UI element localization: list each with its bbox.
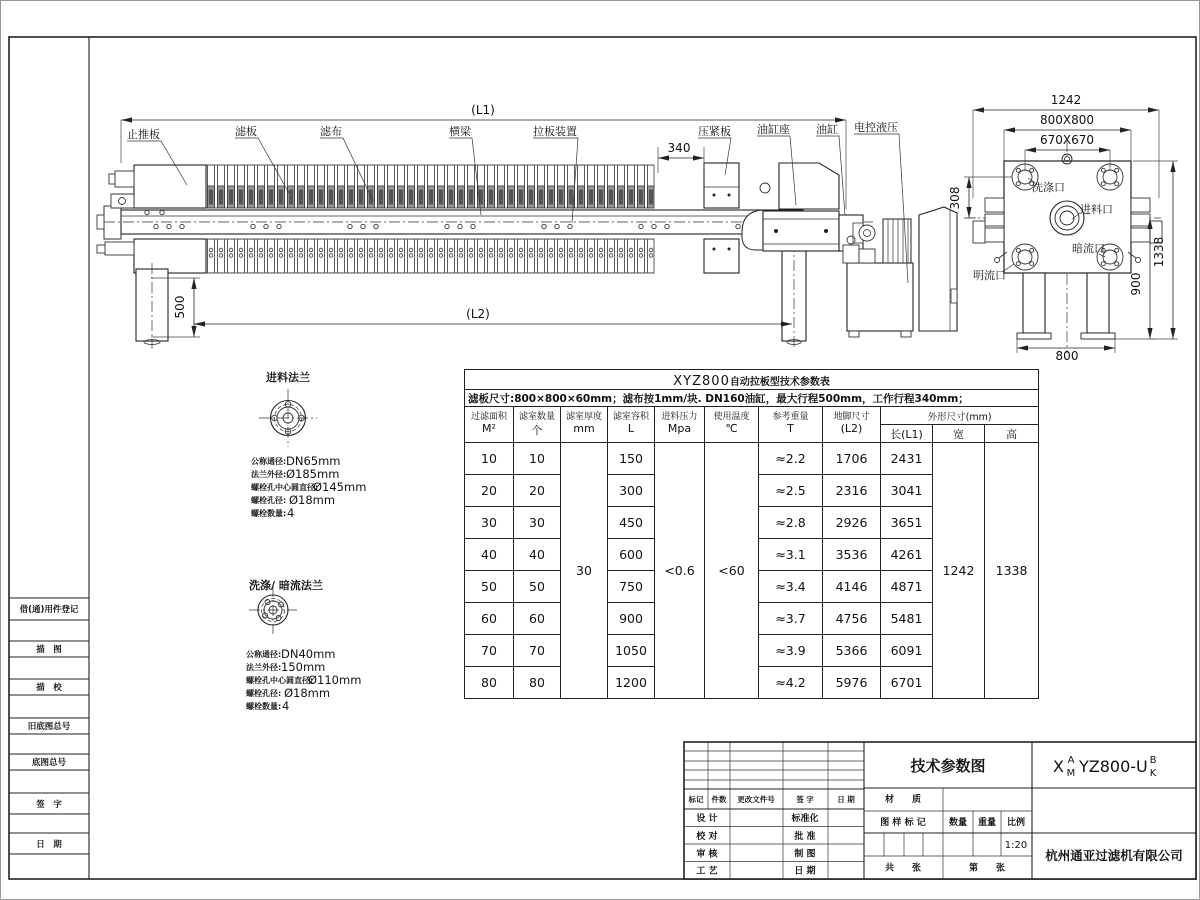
feed-flange-specs xyxy=(250,454,366,520)
svg-text:4: 4 xyxy=(282,699,290,713)
merged-height: 1338 xyxy=(985,443,1039,699)
material-label: 材 质 xyxy=(884,795,922,805)
label-pressing-plate: 压紧板 xyxy=(698,125,731,138)
scale-label: 比例 xyxy=(1006,818,1026,828)
svg-text:公称通径:: 公称通径: xyxy=(251,457,287,466)
table-row: 30 30 450 ≈2.8 2926 3651 xyxy=(465,507,1039,539)
feed-flange-detail xyxy=(250,370,366,520)
side-view xyxy=(97,103,957,349)
dim-800: 800 xyxy=(1055,349,1079,363)
label-plate-puller: 拉板装置 xyxy=(533,125,577,138)
company-name: 杭州通亚过滤机有限公司 xyxy=(1045,848,1183,863)
role-design: 设 计 xyxy=(696,814,718,824)
svg-text:M: M xyxy=(1066,768,1076,779)
dim-500: 500 xyxy=(173,295,187,319)
left-leg xyxy=(136,263,168,349)
col-header-outline: 外形尺寸(mm) xyxy=(881,407,1039,425)
svg-text:法兰外径:: 法兰外径: xyxy=(246,663,282,672)
svg-text:X: X xyxy=(1053,757,1064,776)
rev-header-date: 日 期 xyxy=(837,795,855,804)
rev-header-docno: 更改文件号 xyxy=(737,795,775,804)
dim-900: 900 xyxy=(1129,272,1143,296)
strip-label-trace-check: 描 校 xyxy=(36,683,62,693)
wash-flange-detail xyxy=(245,578,361,713)
dim-1242: 1242 xyxy=(1050,93,1082,107)
strip-label-borrowed-parts: 借(通)用件登记 xyxy=(19,605,79,615)
strip-label-signature: 签 字 xyxy=(36,800,62,810)
role-standardize: 标准化 xyxy=(791,814,819,824)
table-title: XYZ800自动拉板型技术参数表 xyxy=(465,370,1039,390)
strip-label-date: 日 期 xyxy=(36,840,62,850)
label-dark-flow-port: 暗流口 xyxy=(1072,242,1105,255)
sheet-no-label: 第 张 xyxy=(968,863,1006,874)
merged-width: 1242 xyxy=(933,443,985,699)
dim-670x670: 670X670 xyxy=(1039,133,1095,147)
col-header-length: 长(L1) xyxy=(881,425,933,443)
beam-end-cap xyxy=(104,206,121,239)
role-date: 日 期 xyxy=(794,866,816,877)
label-feed-port: 进料口 xyxy=(1080,203,1113,216)
end-view xyxy=(948,93,1178,363)
strip-label-traced: 描 图 xyxy=(36,645,62,655)
label-wash-port: 洗涤口 xyxy=(1032,181,1065,194)
end-legs xyxy=(1017,273,1115,339)
label-filter-cloth: 滤布 xyxy=(320,125,342,138)
col-header-area: 过滤面积 M² xyxy=(465,407,514,443)
dim-800x800: 800X800 xyxy=(1039,113,1095,127)
col-header-volume: 滤室容积 L xyxy=(608,407,655,443)
merged-pressure: <0.6 xyxy=(655,443,705,699)
svg-text:螺栓孔中心圆直径:: 螺栓孔中心圆直径: xyxy=(246,676,314,685)
svg-text:螺栓数量:: 螺栓数量: xyxy=(251,509,287,518)
svg-text:螺栓数量:: 螺栓数量: xyxy=(246,702,282,711)
svg-text:公称通径:: 公称通径: xyxy=(246,650,282,659)
dim-308: 308 xyxy=(948,186,962,210)
col-header-thickness: 滤室厚度 mm xyxy=(561,407,608,443)
table-row: 20 20 300 ≈2.5 2316 3041 xyxy=(465,475,1039,507)
end-plate xyxy=(1004,161,1131,273)
label-filter-plate: 滤板 xyxy=(235,125,257,138)
svg-text:螺栓孔径:: 螺栓孔径: xyxy=(246,689,282,698)
svg-text:YZ800-U: YZ800-U xyxy=(1079,757,1148,776)
title-block xyxy=(684,742,1196,879)
drawing-title: 技术参数图 xyxy=(910,757,986,775)
col-header-chambers: 滤室数量 个 xyxy=(514,407,561,443)
sheets-total-label: 共 张 xyxy=(884,863,922,874)
rev-header-count: 件数 xyxy=(711,795,727,804)
svg-text:螺栓孔径:: 螺栓孔径: xyxy=(251,496,287,505)
role-check: 校 对 xyxy=(696,832,718,842)
label-open-flow-port: 明流口 xyxy=(973,269,1006,282)
cylinder-assembly xyxy=(742,163,863,251)
cylinder-leg xyxy=(782,241,806,349)
parameter-table xyxy=(464,369,1039,699)
label-cylinder-seat: 油缸座 xyxy=(757,123,790,136)
control-cabinet xyxy=(919,207,957,331)
merged-temp: <60 xyxy=(705,443,759,699)
registration-strip xyxy=(9,598,89,854)
dim-L1: (L1) xyxy=(471,103,495,117)
label-beam: 横梁 xyxy=(449,125,471,138)
svg-text:Ø18mm: Ø18mm xyxy=(284,686,331,700)
dim-L2: (L2) xyxy=(466,307,490,321)
svg-text:4: 4 xyxy=(287,506,295,520)
scale-value: 1:20 xyxy=(1004,840,1028,851)
label-cylinder: 油缸 xyxy=(816,123,838,136)
dim-340: 340 xyxy=(667,141,691,155)
col-header-height: 高 xyxy=(985,425,1039,443)
role-audit: 审 核 xyxy=(696,849,718,860)
col-header-pressure: 进料压力 Mpa xyxy=(655,407,705,443)
mark-label: 图 样 标 记 xyxy=(880,818,926,828)
wash-flange-specs xyxy=(245,647,361,713)
svg-text:B: B xyxy=(1149,755,1157,766)
col-header-weight: 参考重量 T xyxy=(759,407,823,443)
table-subtitle: 滤板尺寸:800×800×60mm；滤布按1mm/块. DN160油缸，最大行程500mm，工作行程340mm； xyxy=(465,390,1039,407)
svg-text:Ø185mm: Ø185mm xyxy=(286,467,340,481)
dim-1338: 1338 xyxy=(1152,236,1166,268)
label-thrust-plate: 止推板 xyxy=(127,128,160,141)
wash-flange-title: 洗涤/ 暗流法兰 xyxy=(249,579,323,592)
table-row: 50 50 750 ≈3.4 4146 4871 xyxy=(465,571,1039,603)
table-row: 10 10 30 150 <0.6 <60 ≈2.2 1706 2431 1242 1338 xyxy=(465,443,1039,475)
svg-text:螺栓孔中心圆直径:: 螺栓孔中心圆直径: xyxy=(251,483,319,492)
rev-header-mark: 标记 xyxy=(688,795,704,804)
col-header-footprint: 地脚尺寸 (L2) xyxy=(823,407,881,443)
weight-label: 重量 xyxy=(977,818,997,828)
role-approve: 批 准 xyxy=(794,832,816,842)
role-process: 工 艺 xyxy=(696,866,718,877)
svg-text:法兰外径:: 法兰外径: xyxy=(251,470,287,479)
table-row: 40 40 600 ≈3.1 3536 4261 xyxy=(465,539,1039,571)
svg-text:DN65mm: DN65mm xyxy=(286,454,341,468)
svg-text:DN40mm: DN40mm xyxy=(281,647,336,661)
svg-text:Ø110mm: Ø110mm xyxy=(308,673,362,687)
strip-label-base-no: 底图总号 xyxy=(31,758,67,768)
beam-bolt-holes xyxy=(123,221,799,232)
svg-text:Ø18mm: Ø18mm xyxy=(289,493,336,507)
svg-text:K: K xyxy=(1149,768,1157,779)
merged-thickness: 30 xyxy=(561,443,608,699)
qty-label: 数量 xyxy=(948,818,968,828)
filter-plates-bottom xyxy=(206,239,654,273)
svg-text:A: A xyxy=(1067,755,1075,766)
rev-header-sign: 签 字 xyxy=(796,795,814,804)
col-header-width: 宽 xyxy=(933,425,985,443)
strip-label-old-base-no: 旧底图总号 xyxy=(27,722,71,732)
svg-text:Ø145mm: Ø145mm xyxy=(313,480,367,494)
label-hydraulic: 电控液压 xyxy=(854,121,898,134)
feed-flange-title: 进料法兰 xyxy=(266,371,310,384)
table-row: 80 80 1200 ≈4.2 5976 6701 xyxy=(465,667,1039,699)
role-draft: 制 图 xyxy=(794,849,816,860)
filter-plates-top xyxy=(206,165,654,208)
table-row: 60 60 900 ≈3.7 4756 5481 xyxy=(465,603,1039,635)
table-row: 70 70 1050 ≈3.9 5366 6091 xyxy=(465,635,1039,667)
svg-text:150mm: 150mm xyxy=(281,660,326,674)
col-header-temp: 使用温度 ℃ xyxy=(705,407,759,443)
